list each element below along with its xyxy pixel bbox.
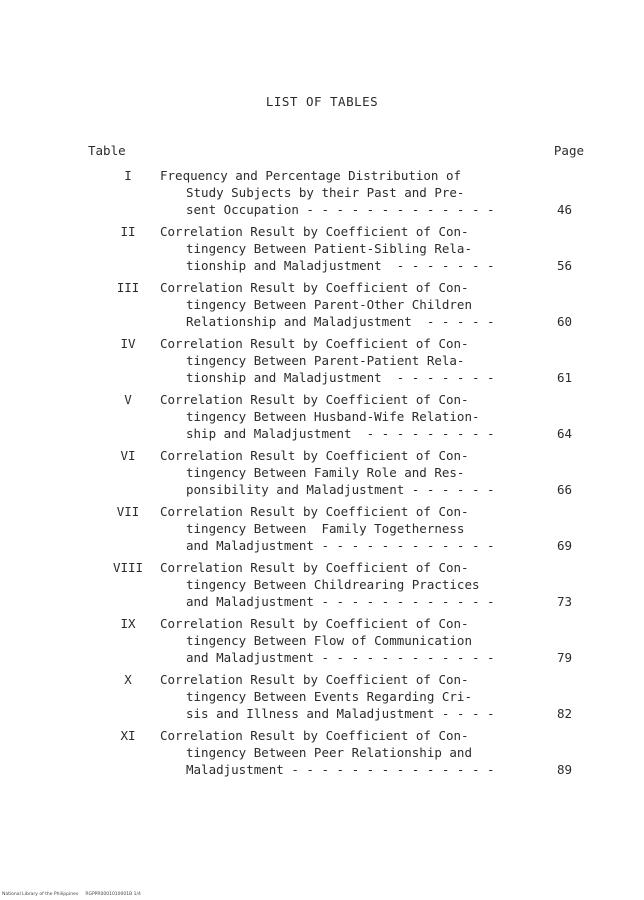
table-title-line: Correlation Result by Coefficient of Con-: [160, 392, 469, 407]
table-title-line: sent Occupation - - - - - - - - - - - - -: [186, 202, 495, 217]
table-title-line: Correlation Result by Coefficient of Con-: [160, 616, 469, 631]
page-number: 82: [556, 706, 572, 721]
table-title-line: tionship and Maladjustment - - - - - - -: [186, 258, 495, 273]
page-number: 56: [556, 258, 572, 273]
table-title-line: Correlation Result by Coefficient of Con-: [160, 280, 469, 295]
table-number: III: [116, 280, 140, 295]
page-number: 64: [556, 426, 572, 441]
table-entry: [0, 727, 644, 779]
table-entry: [0, 671, 644, 723]
table-number: VII: [116, 504, 140, 519]
table-title-line: ponsibility and Maladjustment - - - - - -: [186, 482, 495, 497]
table-entry: [0, 391, 644, 443]
table-title-line: tingency Between Family Togetherness: [186, 521, 465, 536]
library-footer: National Library of the Philippines RGPPR0001010001B 1/4: [2, 892, 141, 897]
table-title-line: Correlation Result by Coefficient of Con-: [160, 504, 469, 519]
page-number: 46: [556, 202, 572, 217]
table-number: VI: [120, 448, 136, 463]
table-title-line: Correlation Result by Coefficient of Con-: [160, 672, 469, 687]
table-title-line: Correlation Result by Coefficient of Con-: [160, 448, 469, 463]
table-number: VIII: [112, 560, 144, 575]
page-number: 89: [556, 762, 572, 777]
table-number: V: [124, 392, 132, 407]
table-title-line: sis and Illness and Maladjustment - - - -: [186, 706, 495, 721]
page-title: LIST OF TABLES: [265, 94, 379, 109]
table-title-line: Maladjustment - - - - - - - - - - - - - -: [186, 762, 495, 777]
page-number: 66: [556, 482, 572, 497]
table-entry: [0, 503, 644, 555]
table-title-line: Correlation Result by Coefficient of Con-: [160, 560, 469, 575]
table-entry: [0, 615, 644, 667]
table-title-line: Correlation Result by Coefficient of Con-: [160, 224, 469, 239]
page-column-header: Page: [553, 143, 584, 158]
table-title-line: and Maladjustment - - - - - - - - - - - -: [186, 594, 495, 609]
page-number: 60: [556, 314, 572, 329]
table-title-line: tingency Between Parent-Other Children: [186, 297, 472, 312]
table-title-line: Correlation Result by Coefficient of Con-: [160, 728, 469, 743]
table-number: I: [124, 168, 132, 183]
page-number: 61: [556, 370, 572, 385]
table-entry: [0, 447, 644, 499]
table-title-line: tingency Between Events Regarding Cri-: [186, 689, 472, 704]
table-title-line: Relationship and Maladjustment - - - - -: [186, 314, 495, 329]
table-entry: [0, 167, 644, 219]
table-title-line: tingency Between Flow of Communication: [186, 633, 472, 648]
table-number: IX: [120, 616, 136, 631]
table-number: II: [120, 224, 136, 239]
table-entry: [0, 279, 644, 331]
table-entry: [0, 559, 644, 611]
table-title-line: tingency Between Peer Relationship and: [186, 745, 472, 760]
table-number: X: [124, 672, 132, 687]
page-number: 69: [556, 538, 572, 553]
page-number: 73: [556, 594, 572, 609]
table-title-line: Frequency and Percentage Distribution of: [160, 168, 462, 183]
table-title-line: tingency Between Patient-Sibling Rela-: [186, 241, 472, 256]
table-title-line: tingency Between Family Role and Res-: [186, 465, 465, 480]
page-number: 79: [556, 650, 572, 665]
table-column-header: Table: [88, 143, 126, 158]
table-title-line: Study Subjects by their Past and Pre-: [186, 185, 465, 200]
table-title-line: ship and Maladjustment - - - - - - - - -: [186, 426, 495, 441]
table-title-line: and Maladjustment - - - - - - - - - - - -: [186, 538, 495, 553]
table-title-line: tingency Between Childrearing Practices: [186, 577, 480, 592]
table-title-line: tionship and Maladjustment - - - - - - -: [186, 370, 495, 385]
table-title-line: and Maladjustment - - - - - - - - - - - -: [186, 650, 495, 665]
table-title-line: tingency Between Parent-Patient Rela-: [186, 353, 465, 368]
table-title-line: tingency Between Husband-Wife Relation-: [186, 409, 480, 424]
table-title-line: Correlation Result by Coefficient of Con-: [160, 336, 469, 351]
table-entry: [0, 335, 644, 387]
table-entry: [0, 223, 644, 275]
table-number: IV: [120, 336, 136, 351]
table-number: XI: [120, 728, 136, 743]
